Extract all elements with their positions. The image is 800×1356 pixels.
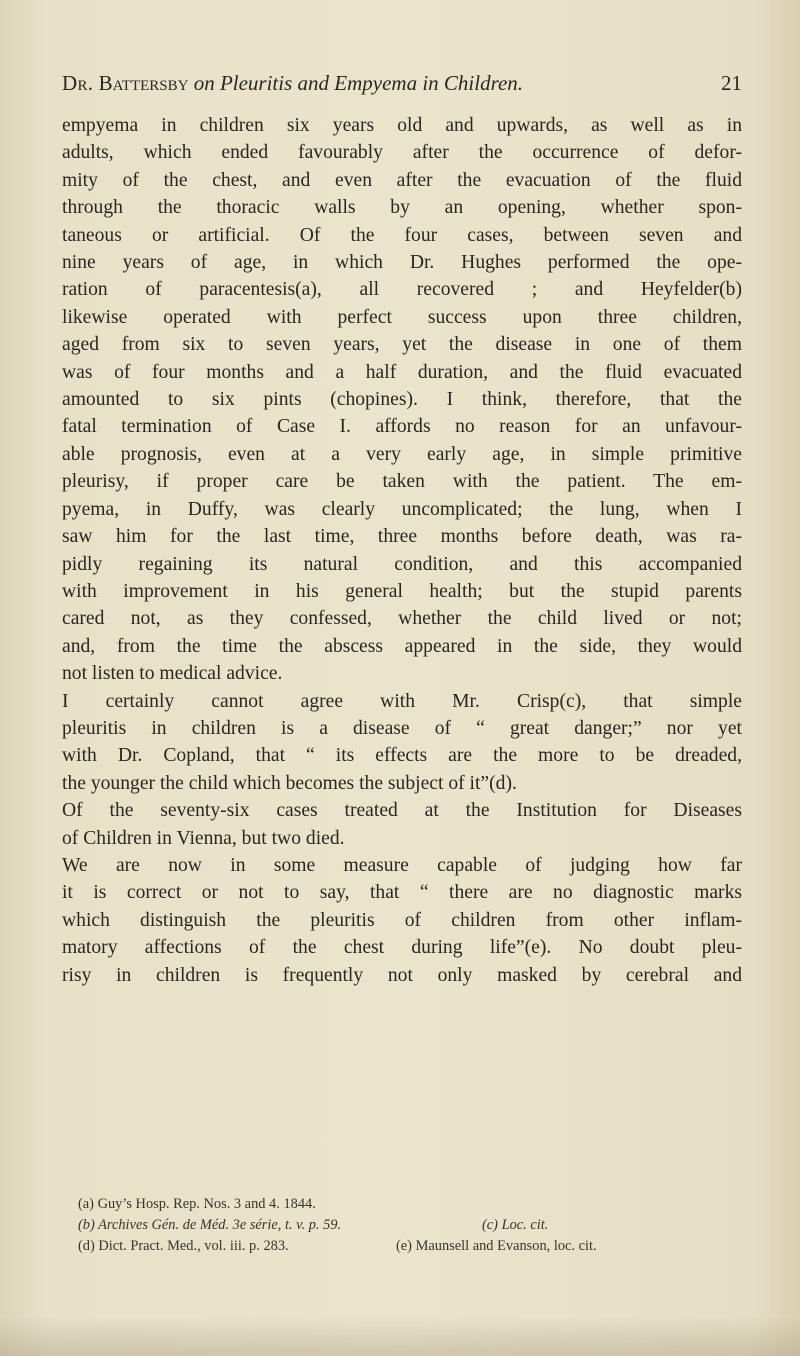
text-line: adults, which ended favourably after the occurrence of defor- (62, 142, 742, 164)
page-edge-shadow (0, 1316, 800, 1356)
footnote-c: (c) Loc. cit. (482, 1217, 549, 1233)
text-line: through the thoracic walls by an opening, whether spon- (62, 197, 742, 219)
text-line: fatal termination of Case I. affords no reason for an unfavour- (62, 416, 742, 438)
footnote-b: (b) Archives Gén. de Méd. 3e série, t. v. p. 59. (78, 1217, 342, 1233)
text-line: pidly regaining its natural condition, and this accompanied (62, 553, 742, 575)
text-line: amounted to six pints (chopines). I think, therefore, that the (62, 389, 742, 411)
text-line: able prognosis, even at a very early age, in simple primitive (62, 443, 742, 465)
text-line: nine years of age, in which Dr. Hughes performed the ope- (62, 252, 742, 274)
text-line: the younger the child which becomes the subject of it”(d). (62, 772, 517, 794)
footnote-row (78, 1194, 738, 1215)
text-line: saw him for the last time, three months before death, was ra- (62, 526, 742, 548)
text-line: mity of the chest, and even after the evacuation of the fluid (62, 169, 742, 191)
page-number: 21 (721, 71, 742, 95)
text-line: which distinguish the pleuritis of children from other inflam- (62, 909, 742, 931)
text-line: and, from the time the abscess appeared in the side, they would (62, 635, 742, 657)
text-line: not listen to medical advice. (62, 663, 283, 685)
text-line: Of the seventy-six cases treated at the Institution for Diseases (62, 800, 742, 822)
footnote-d: (d) Dict. Pract. Med., vol. iii. p. 283. (78, 1238, 289, 1254)
running-title (62, 66, 523, 100)
text-line: We are now in some measure capable of judging how far (62, 854, 742, 876)
header-title: Pleuritis and Empyema in Children. (219, 71, 524, 95)
text-line: ration of paracentesis(a), all recovered ; and Heyfelder(b) (62, 279, 742, 301)
text-line: matory affections of the chest during life”(e). No doubt pleu- (62, 937, 742, 959)
footnote-row (78, 1236, 738, 1257)
text-line: cared not, as they confessed, whether the child lived or not; (62, 608, 742, 630)
text-line: I certainly cannot agree with Mr. Crisp(c), that simple (62, 690, 742, 712)
footnotes (78, 1194, 738, 1257)
text-line: pleuritis in children is a disease of “ great danger;” nor yet (62, 717, 742, 739)
text-line: empyema in children six years old and upwards, as well as in (62, 115, 742, 136)
header-author: Battersby (98, 71, 189, 95)
text-line: with improvement in his general health; but the stupid parents (62, 580, 742, 602)
text-line: was of four months and a half duration, and the fluid evacuated (62, 361, 742, 383)
footnote-e: (e) Maunsell and Evanson, loc. cit. (396, 1238, 597, 1254)
text-line: risy in children is frequently not only masked by cerebral and (62, 964, 742, 986)
header-dr: Dr. (62, 71, 94, 95)
text-line: aged from six to seven years, yet the disease in one of them (62, 334, 742, 356)
body-text (62, 112, 742, 989)
text-line: pyema, in Duffy, was clearly uncomplicated; the lung, when I (62, 498, 742, 520)
running-head (62, 66, 742, 100)
text-line: with Dr. Copland, that “ its effects are the more to be dreaded, (62, 745, 742, 767)
text-line: pleurisy, if proper care be taken with the patient. The em- (62, 471, 742, 493)
footnote-row (78, 1215, 738, 1236)
text-line: likewise operated with perfect success upon three children, (62, 306, 742, 328)
text-line: it is correct or not to say, that “ there are no diagnostic marks (62, 882, 742, 904)
footnote-a: (a) Guy’s Hosp. Rep. Nos. 3 and 4. 1844. (78, 1196, 316, 1212)
text-line: of Children in Vienna, but two died. (62, 827, 345, 849)
header-on: on (193, 71, 215, 95)
text-line: taneous or artificial. Of the four cases, between seven and (62, 224, 742, 246)
